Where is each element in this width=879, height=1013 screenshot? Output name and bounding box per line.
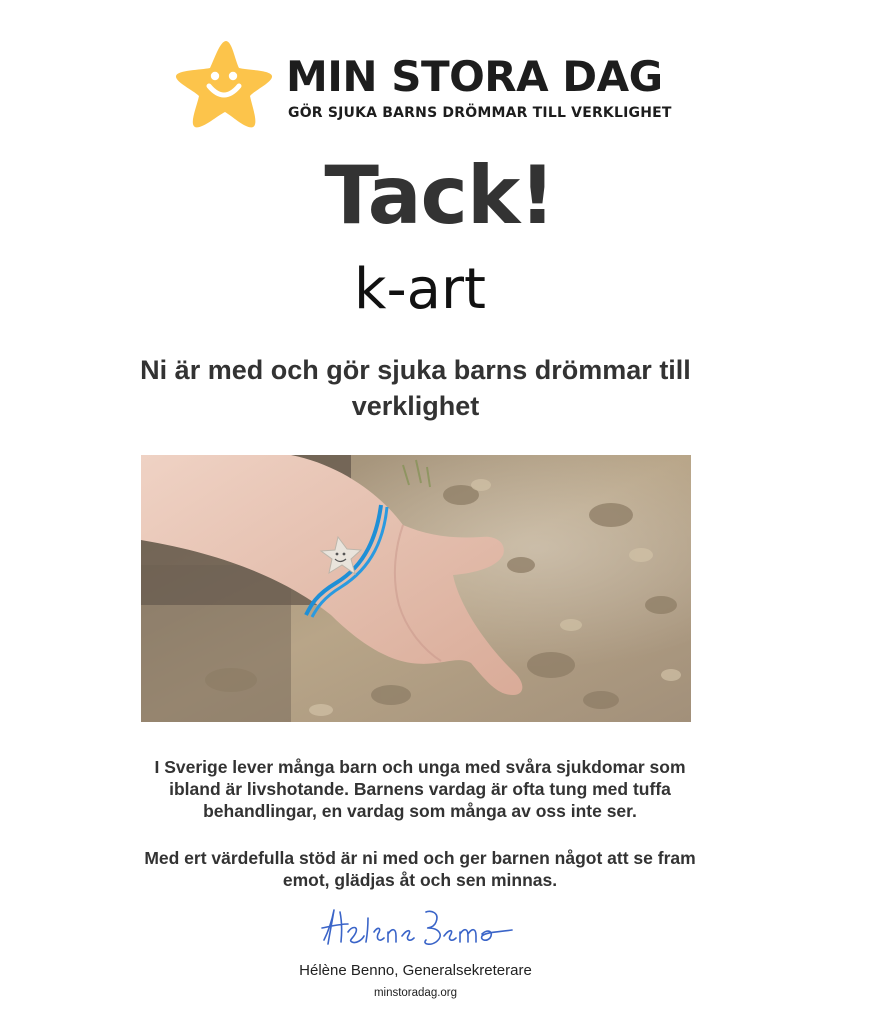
signature-stroke xyxy=(322,910,512,944)
intro-paragraph: I Sverige lever många barn och unga med svåra sjukdomar som ibland är livshotande. Barnens vardag är ofta tung med tuffa behandlingar, en vardag som många av oss inte ser. xyxy=(154,757,686,821)
thank-you-heading: Tack! xyxy=(324,149,555,242)
star-shape xyxy=(176,41,272,127)
headline: Ni är med och gör sjuka barns drömmar till verklighet xyxy=(140,355,691,421)
website-link[interactable]: minstoradag.org xyxy=(373,987,458,999)
company-name: k-art xyxy=(354,257,486,322)
smiling-star-icon xyxy=(175,38,273,128)
handwritten-signature xyxy=(318,902,518,954)
logo-tagline: GÖR SJUKA BARNS DRÖMMAR TILL VERKLIGHET xyxy=(288,105,672,121)
logo-title: MIN STORA DAG xyxy=(286,52,663,101)
signer-name: Hélène Benno, Generalsekreterare xyxy=(299,962,532,979)
support-paragraph: Med ert värdefulla stöd är ni med och ger barnen något att se fram emot, glädjas åt och sen minnas. xyxy=(144,848,696,890)
child-hand-in-soil-photo xyxy=(141,455,691,722)
logo xyxy=(175,38,672,128)
